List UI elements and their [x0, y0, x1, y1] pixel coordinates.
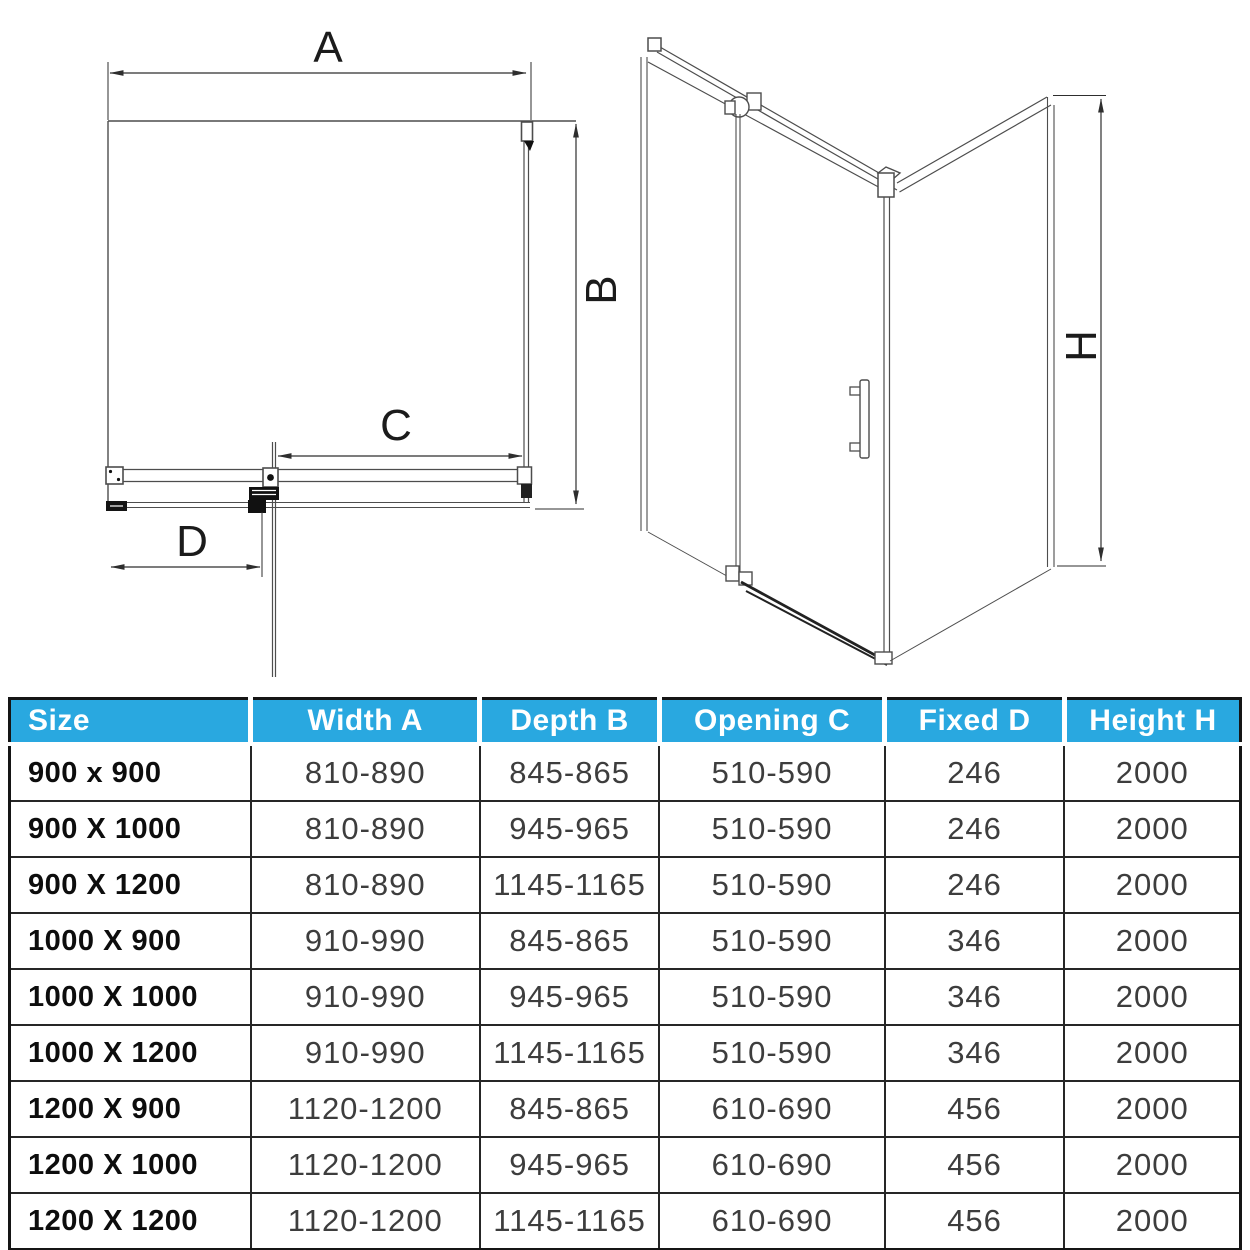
- cell-depth-b: 1145-1165: [480, 857, 660, 913]
- cell-width-a: 910-990: [251, 913, 480, 969]
- iso-side-rear-edge: [1048, 97, 1055, 567]
- cell-height-h: 2000: [1064, 857, 1240, 913]
- iso-corner-foot: [875, 652, 892, 664]
- plan-right-glass-panel: [524, 121, 529, 503]
- size-spec-table: [8, 697, 1242, 1247]
- plan-right-foot: [521, 484, 532, 498]
- cell-size: 1000 X 900: [10, 913, 251, 969]
- cell-fixed-d: 456: [885, 1081, 1065, 1137]
- cell-size: 900 X 1000: [10, 801, 251, 857]
- column-header-opening-c: Opening C: [659, 699, 884, 745]
- iso-view-diagram: [641, 38, 1054, 665]
- plan-front-rail-lower: [108, 503, 530, 508]
- cell-depth-b: 1145-1165: [480, 1193, 660, 1250]
- iso-corner-bracket: [878, 173, 894, 197]
- dim-label-b: B: [577, 275, 626, 305]
- table-row: [10, 744, 1241, 801]
- iso-fixed-bottom-edge: [648, 532, 734, 580]
- plan-left-wall-profile: [106, 467, 123, 484]
- cell-width-a: 910-990: [251, 969, 480, 1025]
- cell-depth-b: 845-865: [480, 1081, 660, 1137]
- table-row: [10, 1025, 1241, 1081]
- iso-side-bottom-edge: [890, 569, 1051, 661]
- cell-width-a: 1120-1200: [251, 1081, 480, 1137]
- cell-size: 1200 X 1000: [10, 1137, 251, 1193]
- cell-opening-c: 510-590: [659, 801, 884, 857]
- table-header-row: [10, 699, 1241, 745]
- iso-left-edge: [641, 57, 647, 531]
- dim-label-a: A: [313, 23, 343, 72]
- cell-width-a: 910-990: [251, 1025, 480, 1081]
- plan-top-bracket: [522, 122, 533, 141]
- plan-dimensions: [108, 62, 584, 577]
- iso-top-hinge: [725, 93, 761, 117]
- table-row: [10, 1193, 1241, 1250]
- cell-opening-c: 610-690: [659, 1081, 884, 1137]
- iso-divider: [736, 114, 740, 578]
- table-row: [10, 801, 1241, 857]
- cell-width-a: 810-890: [251, 801, 480, 857]
- iso-door-bottom-rail: [741, 582, 884, 660]
- cell-width-a: 1120-1200: [251, 1137, 480, 1193]
- cell-height-h: 2000: [1064, 1081, 1240, 1137]
- table-row: [10, 913, 1241, 969]
- cell-depth-b: 1145-1165: [480, 1025, 660, 1081]
- cell-height-h: 2000: [1064, 969, 1240, 1025]
- cell-opening-c: 510-590: [659, 1025, 884, 1081]
- column-header-size: Size: [10, 699, 251, 745]
- cell-fixed-d: 456: [885, 1137, 1065, 1193]
- cell-depth-b: 945-965: [480, 1137, 660, 1193]
- column-header-fixed-d: Fixed D: [885, 699, 1065, 745]
- iso-door-handle: [850, 380, 869, 458]
- cell-opening-c: 510-590: [659, 913, 884, 969]
- table-row: [10, 1137, 1241, 1193]
- cell-height-h: 2000: [1064, 801, 1240, 857]
- cell-opening-c: 510-590: [659, 857, 884, 913]
- cell-width-a: 1120-1200: [251, 1193, 480, 1250]
- cell-fixed-d: 456: [885, 1193, 1065, 1250]
- cell-depth-b: 945-965: [480, 801, 660, 857]
- cell-opening-c: 510-590: [659, 969, 884, 1025]
- table-row: [10, 857, 1241, 913]
- cell-depth-b: 845-865: [480, 744, 660, 801]
- dim-label-h: H: [1057, 330, 1106, 362]
- cell-height-h: 2000: [1064, 744, 1240, 801]
- cell-size: 1000 X 1000: [10, 969, 251, 1025]
- iso-bottom-hinge: [726, 566, 752, 585]
- cell-depth-b: 845-865: [480, 913, 660, 969]
- cell-size: 1000 X 1200: [10, 1025, 251, 1081]
- plan-view-diagram: [106, 121, 576, 677]
- cell-size: 1200 X 1200: [10, 1193, 251, 1250]
- cell-height-h: 2000: [1064, 1137, 1240, 1193]
- column-header-depth-b: Depth B: [480, 699, 660, 745]
- cell-fixed-d: 346: [885, 913, 1065, 969]
- cell-size: 900 x 900: [10, 744, 251, 801]
- cell-height-h: 2000: [1064, 1025, 1240, 1081]
- cell-fixed-d: 246: [885, 801, 1065, 857]
- table-row: [10, 1081, 1241, 1137]
- cell-fixed-d: 246: [885, 744, 1065, 801]
- cell-height-h: 2000: [1064, 1193, 1240, 1250]
- table-row: [10, 969, 1241, 1025]
- iso-corner-post: [884, 196, 890, 658]
- column-header-width-a: Width A: [251, 699, 480, 745]
- cell-width-a: 810-890: [251, 857, 480, 913]
- iso-top-bar: [648, 43, 897, 190]
- plan-hinge-assembly: [248, 468, 279, 513]
- cell-fixed-d: 346: [885, 969, 1065, 1025]
- cell-width-a: 810-890: [251, 744, 480, 801]
- plan-right-bracket: [518, 467, 532, 484]
- cell-depth-b: 945-965: [480, 969, 660, 1025]
- iso-side-top-edge: [897, 97, 1051, 192]
- cell-fixed-d: 246: [885, 857, 1065, 913]
- iso-top-bar-cap: [648, 38, 661, 51]
- column-header-height-h: Height H: [1064, 699, 1240, 745]
- plan-front-rail-upper: [108, 470, 530, 482]
- cell-opening-c: 610-690: [659, 1137, 884, 1193]
- dim-label-d: D: [176, 517, 208, 566]
- cell-height-h: 2000: [1064, 913, 1240, 969]
- cell-size: 1200 X 900: [10, 1081, 251, 1137]
- cell-opening-c: 610-690: [659, 1193, 884, 1250]
- cell-size: 900 X 1200: [10, 857, 251, 913]
- cell-fixed-d: 346: [885, 1025, 1065, 1081]
- cell-opening-c: 510-590: [659, 744, 884, 801]
- iso-door-bottom-rail-inner: [746, 591, 887, 665]
- dim-label-c: C: [380, 401, 412, 450]
